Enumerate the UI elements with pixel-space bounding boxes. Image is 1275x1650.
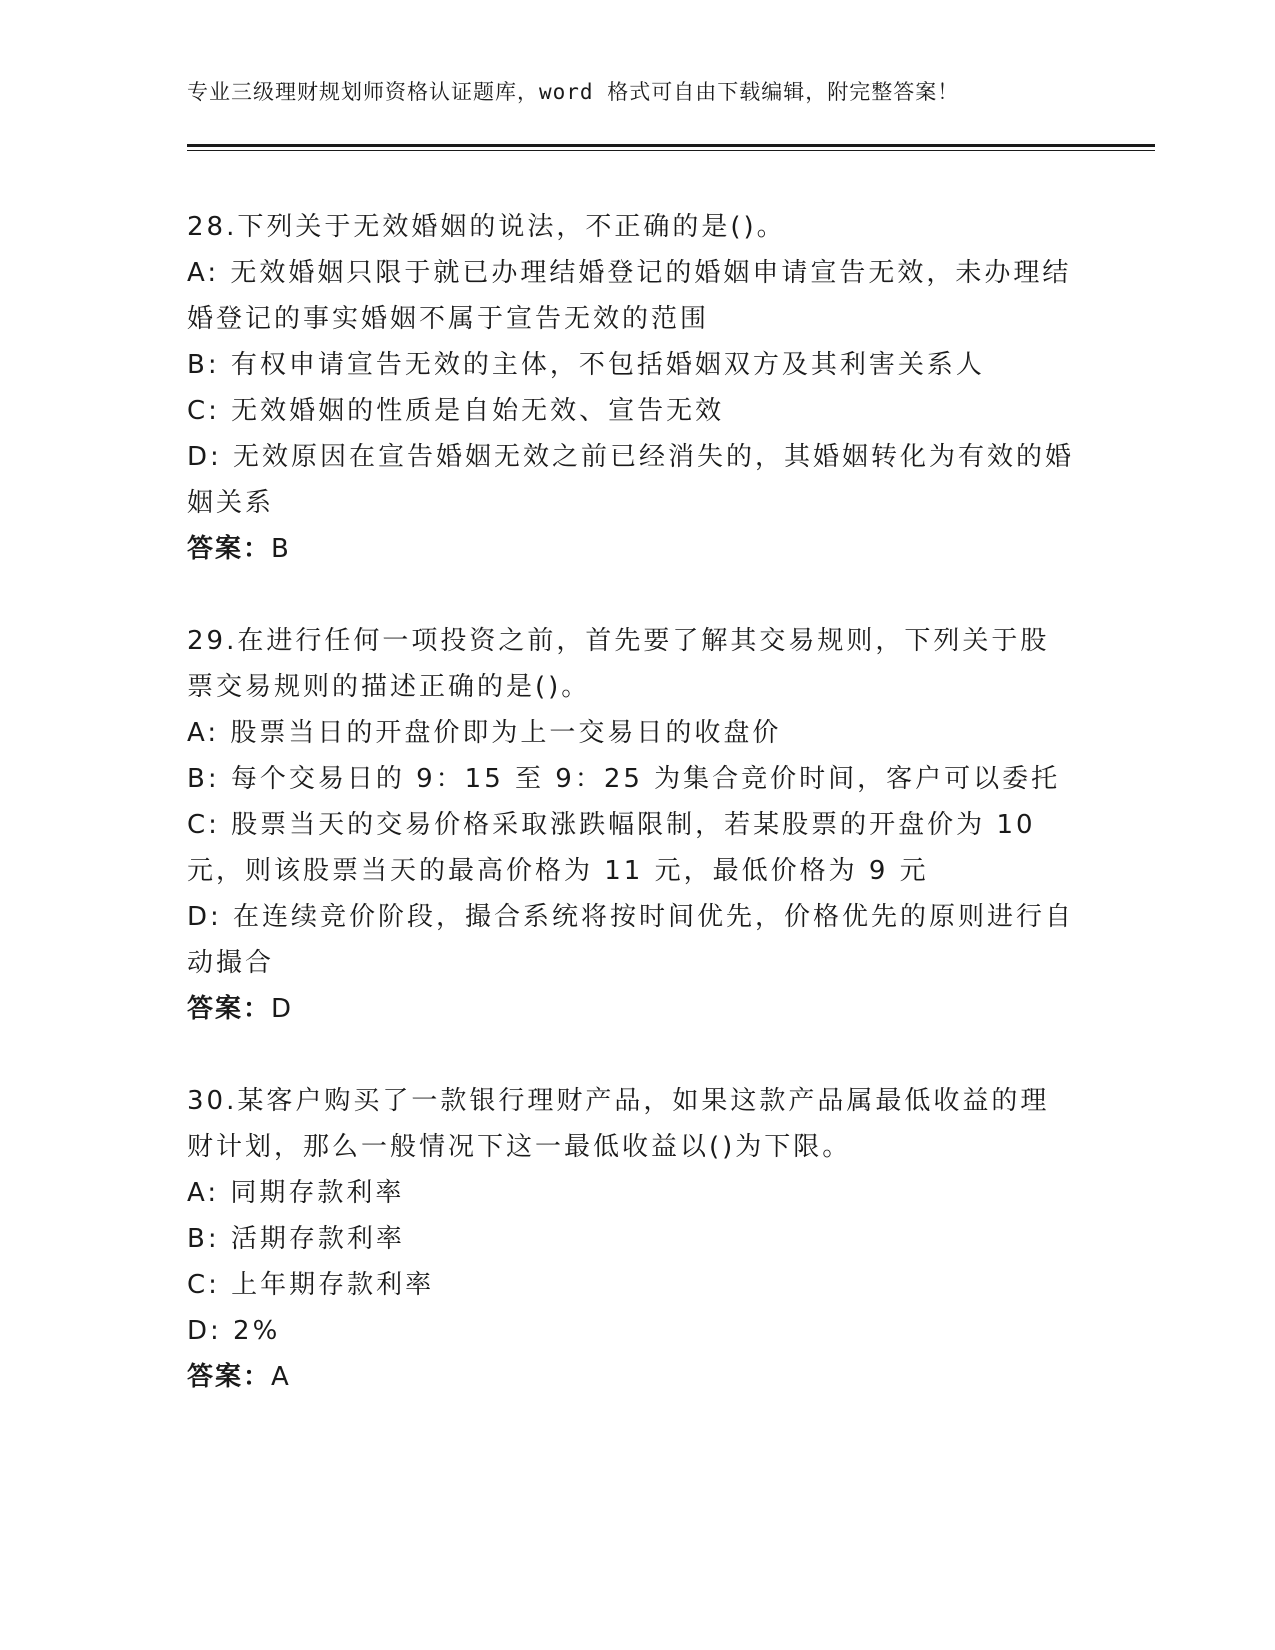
option-b: B: 活期存款利率 [187,1224,405,1254]
option-a: A: 股票当日的开盘价即为上一交易日的收盘价 [187,718,782,748]
answer-line [187,526,1077,572]
option-c: C: 无效婚姻的性质是自始无效、宣告无效 [187,396,725,426]
page-header: 专业三级理财规划师资格认证题库，word 格式可自由下载编辑，附完整答案！ [187,80,960,104]
answer-value: B [271,534,291,564]
answer-value: A [271,1362,291,1392]
answer-line [187,986,1077,1032]
answer-label: 答案： [187,994,272,1024]
option-a: A: 无效婚姻只限于就已办理结婚登记的婚姻申请宣告无效，未办理结婚登记的事实婚姻不属于宣告无效的范围 [187,258,1072,334]
question-29 [187,618,1077,1032]
option-c: C: 股票当天的交易价格采取涨跌幅限制，若某股票的开盘价为 10 元，则该股票当天的最高价格为 11 元，最低价格为 9 元 [187,810,1036,886]
question-stem: 28.下列关于无效婚姻的说法，不正确的是()。 [187,212,786,242]
option-d: D: 在连续竞价阶段，撮合系统将按时间优先，价格优先的原则进行自动撮合 [187,902,1075,978]
question-list [187,204,1077,1446]
option-a: A: 同期存款利率 [187,1178,405,1208]
answer-value: D [271,994,294,1024]
option-b: B: 每个交易日的 9：15 至 9：25 为集合竞价时间，客户可以委托 [187,764,1061,794]
option-c: C: 上年期存款利率 [187,1270,435,1300]
question-30 [187,1078,1077,1400]
option-b: B: 有权申请宣告无效的主体，不包括婚姻双方及其利害关系人 [187,350,985,380]
header-rule-thick [187,144,1155,147]
question-stem: 29.在进行任何一项投资之前，首先要了解其交易规则，下列关于股票交易规则的描述正确的是()。 [187,626,1050,702]
question-28 [187,204,1077,572]
answer-line [187,1354,1077,1400]
question-stem: 30.某客户购买了一款银行理财产品，如果这款产品属最低收益的理财计划，那么一般情况下这一最低收益以()为下限。 [187,1086,1050,1162]
header-rule-thin [187,150,1155,151]
answer-label: 答案： [187,1362,272,1392]
answer-label: 答案： [187,534,272,564]
option-d: D: 2% [187,1316,281,1346]
option-d: D: 无效原因在宣告婚姻无效之前已经消失的，其婚姻转化为有效的婚姻关系 [187,442,1075,518]
